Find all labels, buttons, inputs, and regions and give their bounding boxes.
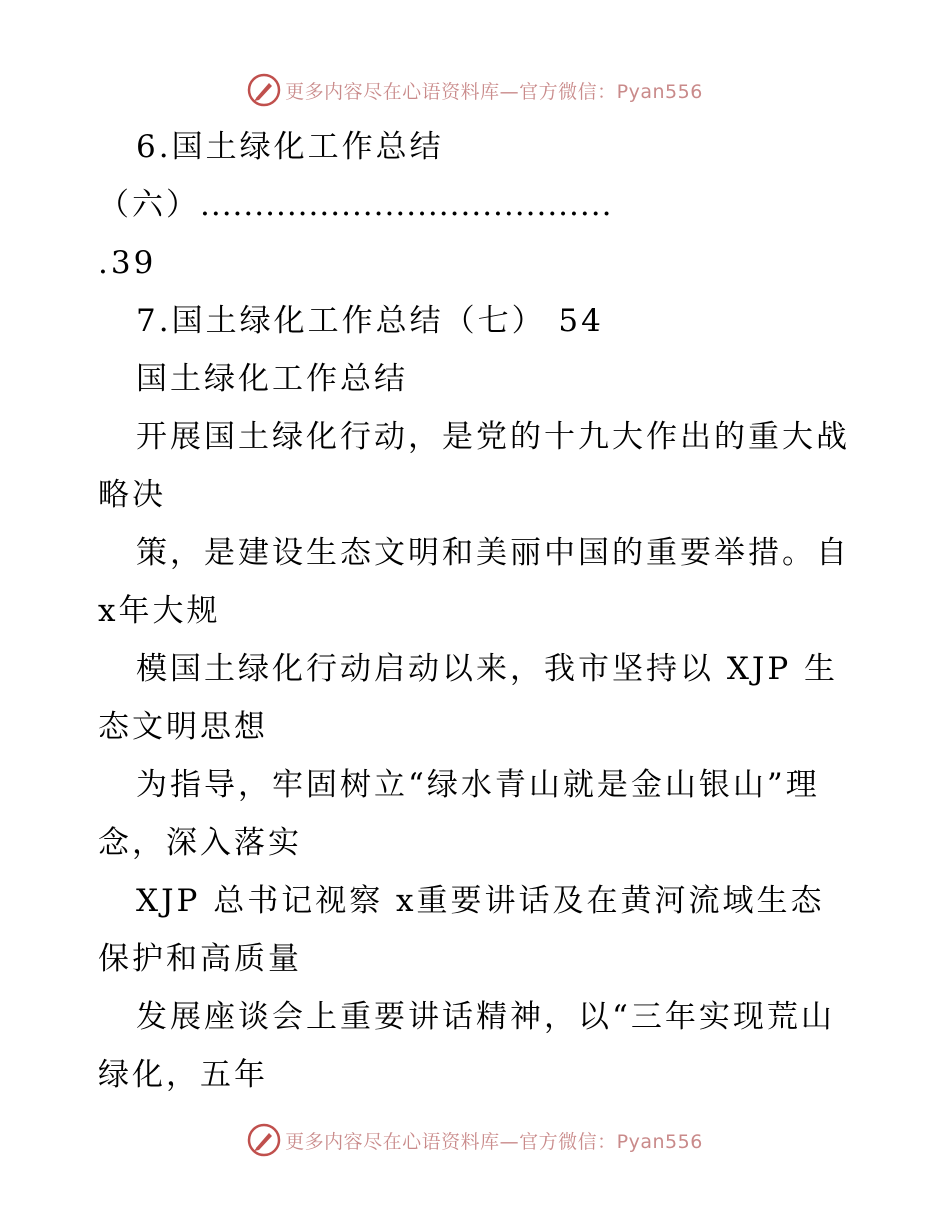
body-line: 态文明思想 xyxy=(98,709,268,745)
body-line: 发展座谈会上重要讲话精神，以“三年实现荒山 xyxy=(136,999,835,1035)
footer-banner xyxy=(0,1120,950,1160)
toc-item-6-title: 6.国土绿化工作总结 xyxy=(136,129,444,165)
body-line: 策，是建设生态文明和美丽中国的重要举措。自 xyxy=(136,535,850,571)
body-line: 绿化，五年 xyxy=(98,1057,268,1093)
body-line: 为指导，牢固树立“绿水青山就是金山银山”理 xyxy=(136,767,820,803)
body-line: 模国土绿化行动启动以来，我市坚持以 XJP 生 xyxy=(136,651,839,687)
footer-banner-text: 更多内容尽在心语资料库—官方微信：Pyan556 xyxy=(285,1130,703,1153)
document-title: 国土绿化工作总结 xyxy=(136,361,408,397)
header-banner-text: 更多内容尽在心语资料库—官方微信：Pyan556 xyxy=(285,80,703,103)
toc-item-6-sub: （六） xyxy=(98,187,200,223)
body-line: 念，深入落实 xyxy=(98,825,302,861)
body-line: x年大规 xyxy=(98,593,221,629)
header-banner xyxy=(0,70,950,110)
pen-seal-icon xyxy=(247,1123,281,1157)
body-line: 保护和高质量 xyxy=(98,941,302,977)
toc-item-6-page: .39 xyxy=(98,245,157,281)
pen-seal-icon xyxy=(247,73,281,107)
toc-item-6-leader-dots: ...................................... xyxy=(200,187,613,223)
body-line: 开展国土绿化行动，是党的十九大作出的重大战 xyxy=(136,419,850,455)
body-line: XJP 总书记视察 x重要讲话及在黄河流域生态 xyxy=(136,883,825,919)
toc-item-7: 7.国土绿化工作总结（七） 54 xyxy=(136,303,604,339)
body-line: 略决 xyxy=(98,477,166,513)
toc-item-6-row xyxy=(98,185,612,225)
